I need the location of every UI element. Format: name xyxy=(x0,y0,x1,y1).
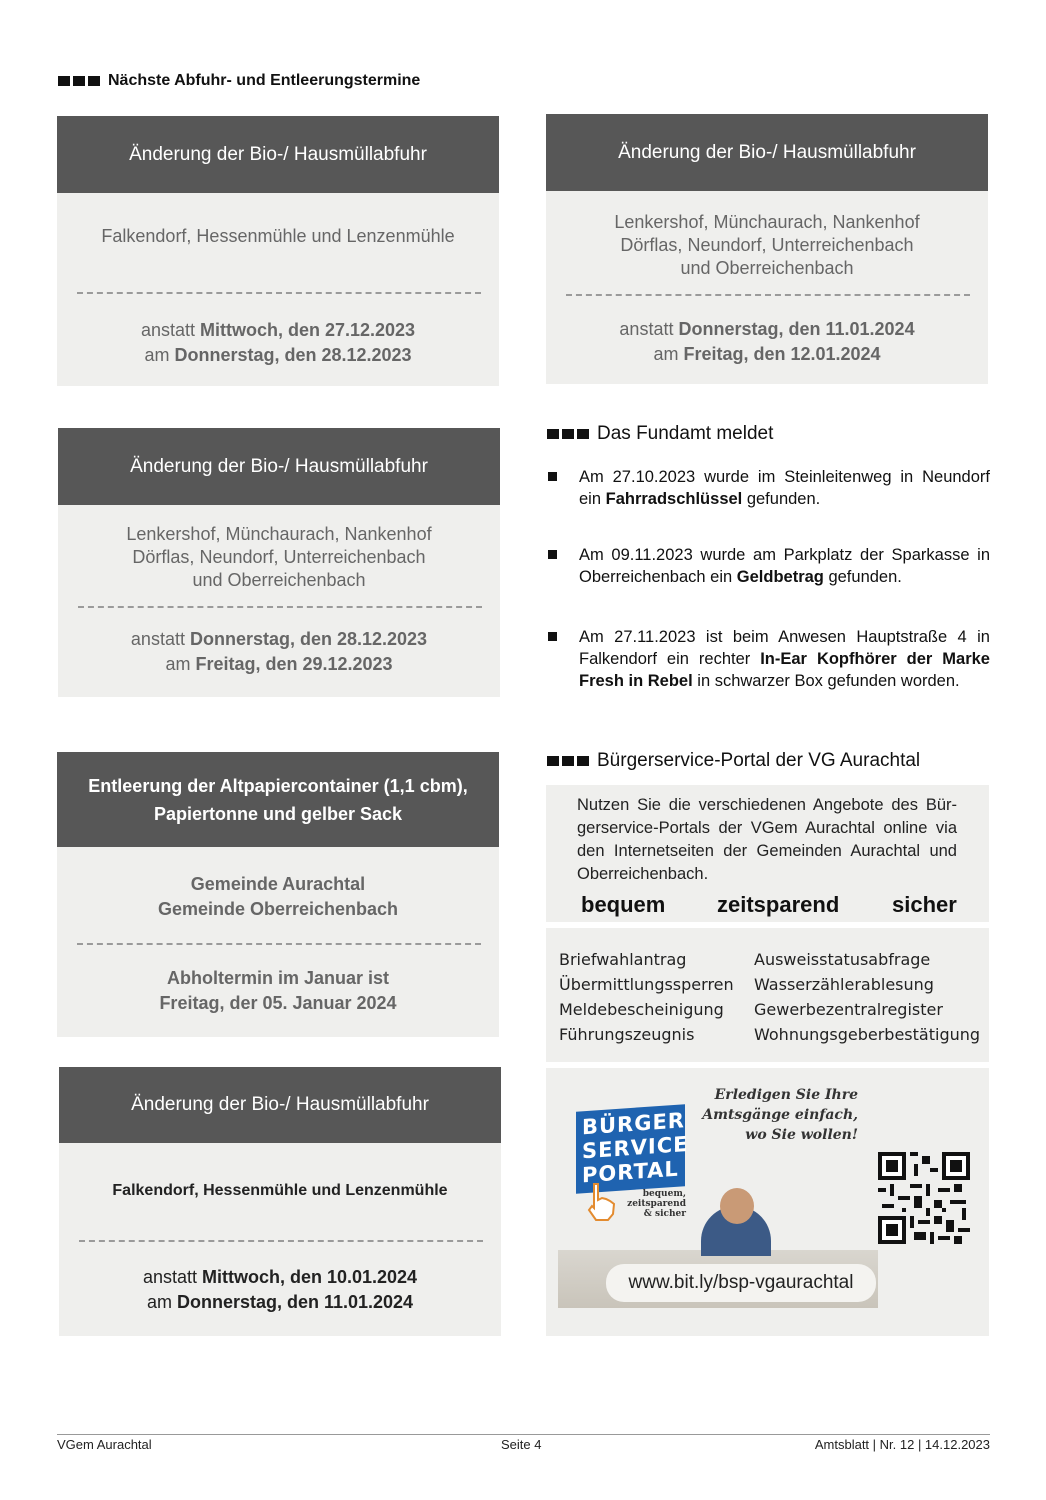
square-icon xyxy=(562,429,574,439)
box-dates: anstatt Mittwoch, den 27.12.2023 am Donnerstag, den 28.12.2023 xyxy=(140,320,416,365)
divider xyxy=(79,1240,483,1242)
square-icon xyxy=(547,429,559,439)
box-dates: Abholtermin im Januar ist Freitag, der 05. Januar 2024 xyxy=(159,968,397,1013)
square-icon xyxy=(562,756,574,766)
found-item-2: Am 09.11.2023 wurde am Parkplatz der Sparkasse in Oberreichenbach ein Geldbetrag gefunden. xyxy=(579,546,990,586)
qr-code-icon xyxy=(878,1152,970,1244)
service-item: Übermittlungssperren xyxy=(559,975,734,994)
fundamt-heading: Das Fundamt meldet xyxy=(547,423,773,445)
footer-rule xyxy=(57,1434,990,1435)
tag-sicher: sicher xyxy=(892,892,957,917)
pointing-hand-icon xyxy=(584,1180,620,1222)
logo-subtitle: bequem, zeitsparend & sicher xyxy=(627,1189,686,1219)
notice-box-2 xyxy=(546,114,988,384)
service-item: Briefwahlantrag xyxy=(559,950,687,969)
service-item: Gewerbezentralregister xyxy=(754,1000,943,1019)
box-title: Änderung der Bio-/ Hausmüllabfuhr xyxy=(58,428,500,505)
box-title: Entleerung der Altpapiercontainer (1,1 cbm), Papiertonne und gelber Sack xyxy=(57,752,499,847)
portal-heading: Bürgerservice-Portal der VG Aurachtal xyxy=(547,750,920,772)
divider xyxy=(78,606,482,608)
square-icon xyxy=(73,76,85,86)
notice-box-1 xyxy=(57,116,499,386)
footer-left: VGem Aurachtal xyxy=(57,1437,152,1452)
person-head xyxy=(720,1188,754,1224)
square-icon xyxy=(58,76,70,86)
portal-intro: Nutzen Sie die verschiedenen Angebote des Bür-gerservice-Portals der VGem Aurachtal online via den Internetseiten der Gemeinden Aurachtal und Oberreichenbach. xyxy=(577,796,957,883)
services-right xyxy=(754,947,980,1047)
portal-logo: BÜRGER SERVICE PORTAL xyxy=(576,1104,685,1194)
footer-page: Seite 4 xyxy=(501,1437,542,1452)
portal-intro-box xyxy=(546,785,989,922)
service-item: Meldebescheinigung xyxy=(559,1000,724,1019)
box-dates: anstatt Donnerstag, den 11.01.2024 am Freitag, den 12.01.2024 xyxy=(619,319,915,364)
square-icon xyxy=(577,429,589,439)
notice-box-3 xyxy=(58,428,500,697)
square-icon xyxy=(577,756,589,766)
service-item: Wasserzählerablesung xyxy=(754,975,934,994)
bullet-icon xyxy=(548,550,557,559)
divider xyxy=(566,294,970,296)
divider xyxy=(77,943,481,945)
box-title: Änderung der Bio-/ Hausmüllabfuhr xyxy=(57,116,499,193)
square-icon xyxy=(88,76,100,86)
services-left xyxy=(559,947,734,1047)
square-icon xyxy=(547,756,559,766)
service-item: Wohnungsgeberbestätigung xyxy=(754,1025,981,1044)
portal-ad xyxy=(546,1068,989,1336)
footer-right: Amtsblatt | Nr. 12 | 14.12.2023 xyxy=(814,1437,990,1452)
notice-box-4 xyxy=(57,752,499,1037)
bullet-icon xyxy=(548,472,557,481)
url-bar[interactable] xyxy=(606,1264,876,1302)
portal-services-box xyxy=(546,928,989,1062)
box-dates: anstatt Donnerstag, den 28.12.2023 am Freitag, den 29.12.2023 xyxy=(130,629,428,674)
found-item-3: Am 27.11.2023 ist beim Anwesen Hauptstraße 4 in Falkendorf ein rechter In-Ear Kopfhörer der Marke Fresh in Rebel in schwarzer Box gefunden worden. xyxy=(579,628,990,690)
service-item: Führungszeugnis xyxy=(559,1025,695,1044)
box-places: Falkendorf, Hessenmühle und Lenzenmühle xyxy=(112,1182,448,1199)
box-dates: anstatt Mittwoch, den 10.01.2024 am Donnerstag, den 11.01.2024 xyxy=(142,1267,418,1312)
notice-box-5 xyxy=(59,1067,501,1336)
box-places: Lenkershof, Münchaurach, Nankenhof Dörflas, Neundorf, Unterreichenbach und Oberreichenbach xyxy=(126,524,432,590)
service-item: Ausweisstatusabfrage xyxy=(754,950,931,969)
box-title: Änderung der Bio-/ Hausmüllabfuhr xyxy=(546,114,988,191)
slogan: Erledigen Sie Ihre Amtsgänge einfach, wo Sie wollen! xyxy=(702,1087,858,1143)
box-places: Lenkershof, Münchaurach, Nankenhof Dörflas, Neundorf, Unterreichenbach und Oberreichenbach xyxy=(614,212,920,278)
section-heading: Nächste Abfuhr- und Entleerungstermine xyxy=(58,72,420,90)
divider xyxy=(77,292,481,294)
portal-url[interactable]: www.bit.ly/bsp-vgaurachtal xyxy=(628,1272,854,1293)
box-places: Falkendorf, Hessenmühle und Lenzenmühle xyxy=(101,226,455,246)
box-title: Änderung der Bio-/ Hausmüllabfuhr xyxy=(59,1067,501,1143)
box-places: Gemeinde Aurachtal Gemeinde Oberreichenbach xyxy=(157,874,399,919)
bullet-icon xyxy=(548,632,557,641)
found-item-1: Am 27.10.2023 wurde im Steinleitenweg in Neundorf ein Fahrradschlüssel gefunden. xyxy=(579,468,990,508)
tag-bequem: bequem xyxy=(581,892,666,917)
tag-zeitsparend: zeitsparend xyxy=(717,892,840,917)
